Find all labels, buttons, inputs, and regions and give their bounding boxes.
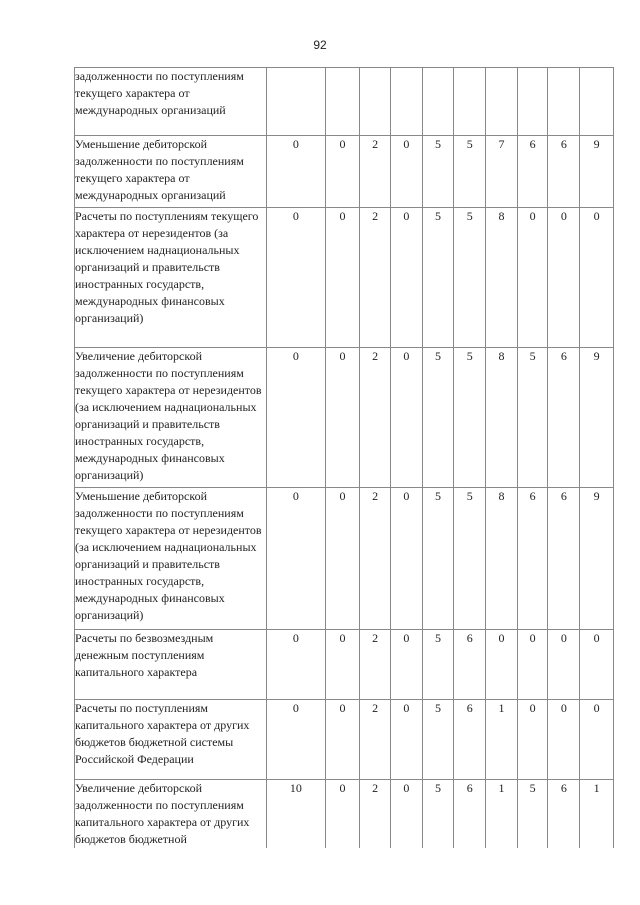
code-digit-cell: 5 [454, 136, 486, 208]
code-digit-cell: 5 [422, 208, 454, 348]
code-digit-cell: 2 [360, 488, 391, 630]
code-digit-cell: 0 [391, 630, 423, 700]
table-row [75, 780, 614, 849]
code-digit-cell: 0 [267, 208, 325, 348]
code-digit-cell: 10 [267, 780, 325, 849]
code-digit-cell: 1 [486, 700, 518, 780]
table-row [75, 136, 614, 208]
code-digit-cell [486, 68, 518, 136]
account-name-cell: Расчеты по безвозмездным денежным поступлениям капитального характера [75, 630, 267, 700]
table-row [75, 630, 614, 700]
table-row [75, 348, 614, 488]
code-digit-cell: 0 [486, 630, 518, 700]
code-digit-cell: 0 [391, 700, 423, 780]
code-digit-cell: 6 [548, 780, 580, 849]
code-digit-cell: 0 [391, 348, 423, 488]
code-digit-cell: 8 [486, 208, 518, 348]
table-row [75, 700, 614, 780]
code-digit-cell [325, 68, 360, 136]
code-digit-cell: 0 [325, 700, 360, 780]
code-digit-cell [360, 68, 391, 136]
code-digit-cell: 2 [360, 780, 391, 849]
code-digit-cell: 0 [517, 700, 548, 780]
code-digit-cell [548, 68, 580, 136]
code-digit-cell: 5 [422, 780, 454, 849]
code-digit-cell: 6 [454, 630, 486, 700]
code-digit-cell: 6 [548, 348, 580, 488]
code-digit-cell: 0 [267, 488, 325, 630]
account-name-cell: Уменьшение дебиторской задолженности по поступлениям текущего характера от нерезидентов (за исключением наднациональных организаций и правительств иностранных государств, международных финансовых организаций) [75, 488, 267, 630]
code-digit-cell: 1 [486, 780, 518, 849]
code-digit-cell [422, 68, 454, 136]
code-digit-cell: 0 [548, 208, 580, 348]
code-digit-cell: 1 [580, 780, 614, 849]
code-digit-cell: 2 [360, 348, 391, 488]
code-digit-cell: 0 [580, 630, 614, 700]
code-digit-cell: 0 [391, 136, 423, 208]
page-number: 92 [313, 38, 327, 52]
code-digit-cell: 0 [325, 208, 360, 348]
code-digit-cell: 0 [325, 348, 360, 488]
code-digit-cell: 0 [325, 630, 360, 700]
table-row [75, 208, 614, 348]
code-digit-cell: 8 [486, 348, 518, 488]
code-digit-cell: 0 [325, 488, 360, 630]
code-digit-cell: 5 [422, 488, 454, 630]
code-digit-cell: 5 [517, 348, 548, 488]
code-digit-cell: 6 [517, 488, 548, 630]
code-digit-cell: 6 [517, 136, 548, 208]
code-digit-cell: 5 [454, 208, 486, 348]
code-digit-cell: 0 [517, 208, 548, 348]
code-digit-cell: 0 [580, 700, 614, 780]
code-digit-cell: 5 [422, 700, 454, 780]
code-digit-cell: 2 [360, 700, 391, 780]
account-name-cell: задолженности по поступлениям текущего характера от международных организаций [75, 68, 267, 136]
code-digit-cell: 0 [267, 348, 325, 488]
code-digit-cell: 9 [580, 348, 614, 488]
table-row [75, 68, 614, 136]
account-name-cell: Уменьшение дебиторской задолженности по поступлениям текущего характера от международных организаций [75, 136, 267, 208]
code-digit-cell: 0 [391, 208, 423, 348]
code-digit-cell: 0 [267, 630, 325, 700]
accounts-table [74, 67, 614, 848]
code-digit-cell: 6 [454, 700, 486, 780]
code-digit-cell: 5 [422, 348, 454, 488]
account-name-cell: Расчеты по поступлениям текущего характера от нерезидентов (за исключением наднациональных организаций и правительств иностранных государств, международных финансовых организаций) [75, 208, 267, 348]
code-digit-cell [267, 68, 325, 136]
code-digit-cell: 0 [517, 630, 548, 700]
code-digit-cell: 8 [486, 488, 518, 630]
code-digit-cell: 5 [517, 780, 548, 849]
account-name-cell: Расчеты по поступлениям капитального характера от других бюджетов бюджетной системы Российской Федерации [75, 700, 267, 780]
accounts-table-body [75, 68, 614, 849]
code-digit-cell: 0 [325, 136, 360, 208]
code-digit-cell [517, 68, 548, 136]
table-row [75, 488, 614, 630]
code-digit-cell: 0 [548, 700, 580, 780]
code-digit-cell: 0 [580, 208, 614, 348]
code-digit-cell: 9 [580, 136, 614, 208]
code-digit-cell: 6 [454, 780, 486, 849]
code-digit-cell: 7 [486, 136, 518, 208]
code-digit-cell: 0 [267, 700, 325, 780]
code-digit-cell [580, 68, 614, 136]
code-digit-cell: 0 [325, 780, 360, 849]
code-digit-cell: 0 [391, 488, 423, 630]
code-digit-cell [391, 68, 423, 136]
code-digit-cell: 0 [391, 780, 423, 849]
code-digit-cell: 5 [454, 348, 486, 488]
code-digit-cell: 6 [548, 488, 580, 630]
code-digit-cell: 9 [580, 488, 614, 630]
account-name-cell: Увеличение дебиторской задолженности по поступлениям текущего характера от нерезидентов (за исключением наднациональных организаций и правительств иностранных государств, международных финансовых организаций) [75, 348, 267, 488]
code-digit-cell: 0 [548, 630, 580, 700]
code-digit-cell: 0 [267, 136, 325, 208]
code-digit-cell: 5 [422, 630, 454, 700]
account-name-cell: Увеличение дебиторской задолженности по поступлениям капитального характера от других бюджетов бюджетной [75, 780, 267, 849]
code-digit-cell: 2 [360, 208, 391, 348]
code-digit-cell: 5 [422, 136, 454, 208]
code-digit-cell: 2 [360, 630, 391, 700]
code-digit-cell: 2 [360, 136, 391, 208]
code-digit-cell [454, 68, 486, 136]
code-digit-cell: 6 [548, 136, 580, 208]
code-digit-cell: 5 [454, 488, 486, 630]
